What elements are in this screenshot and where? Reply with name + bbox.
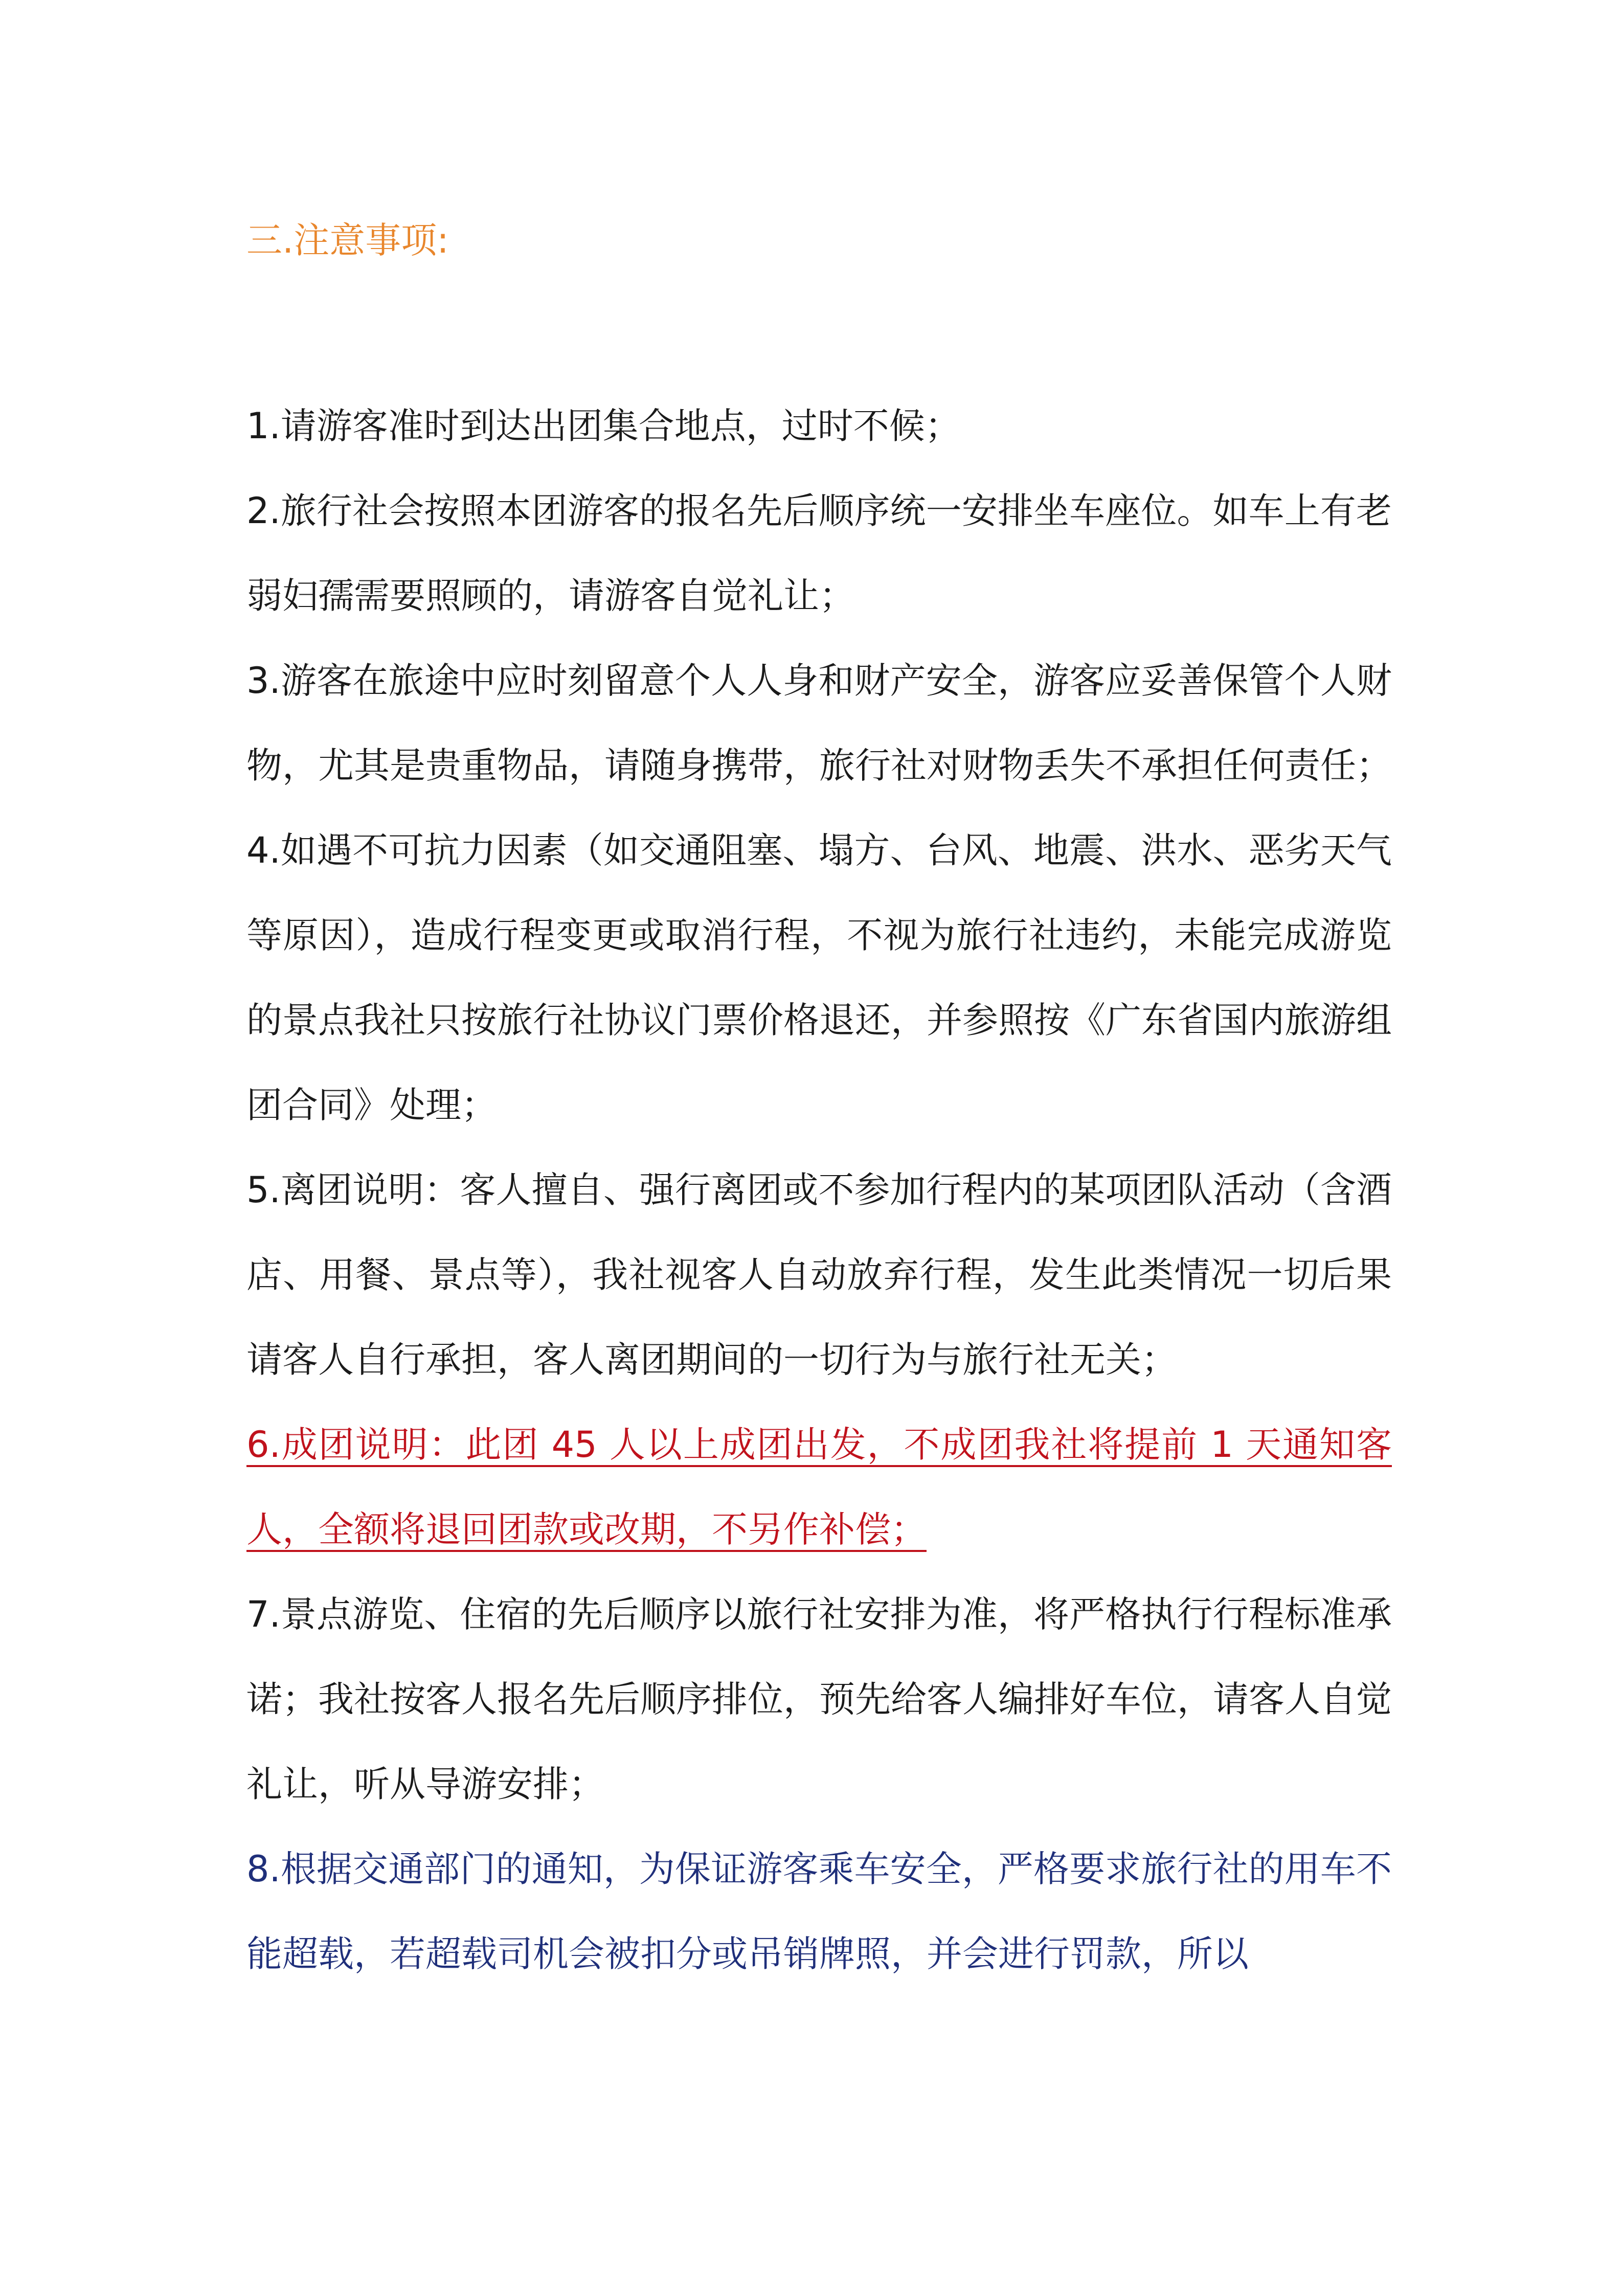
notice-item-6-highlighted	[246, 1402, 1392, 1572]
notice-item-1: 1.请游客准时到达出团集合地点，过时不候；	[246, 405, 961, 447]
notice-item-5: 5.离团说明：客人擅自、强行离团或不参加行程内的某项团队活动（含酒店、用餐、景点等），我社视客人自动放弃行程，发生此类情况一切后果请客人自行承担，客人离团期间的一切行为与旅行社无关；	[246, 1169, 1392, 1381]
section-heading: 三.注意事项:	[246, 219, 449, 261]
notice-item-8-highlighted: 8.根据交通部门的通知，为保证游客乘车安全，严格要求旅行社的用车不能超载，若超载司机会被扣分或吊销牌照，并会进行罚款，所以	[246, 1848, 1392, 1975]
notice-list	[246, 384, 1392, 1996]
notice-item-3: 3.游客在旅途中应时刻留意个人人身和财产安全，游客应妥善保管个人财物，尤其是贵重物品，请随身携带，旅行社对财物丢失不承担任何责任；	[246, 660, 1392, 786]
notice-item-6-text: 6.成团说明：此团 45 人以上成团出发，不成团我社将提前 1 天通知客人，全额将退回团款或改期，不另作补偿；	[246, 1424, 1392, 1550]
notice-item-4: 4.如遇不可抗力因素（如交通阻塞、塌方、台风、地震、洪水、恶劣天气等原因），造成行程变更或取消行程，不视为旅行社违约，未能完成游览的景点我社只按旅行社协议门票价格退还，并参照按《广东省国内旅游组团合同》处理；	[246, 829, 1392, 1126]
notice-item-7: 7.景点游览、住宿的先后顺序以旅行社安排为准，将严格执行行程标准承诺；我社按客人报名先后顺序排位，预先给客人编排好车位，请客人自觉礼让，听从导游安排；	[246, 1593, 1392, 1805]
notice-item-2: 2.旅行社会按照本团游客的报名先后顺序统一安排坐车座位。如车上有老弱妇孺需要照顾的，请游客自觉礼让；	[246, 490, 1392, 617]
